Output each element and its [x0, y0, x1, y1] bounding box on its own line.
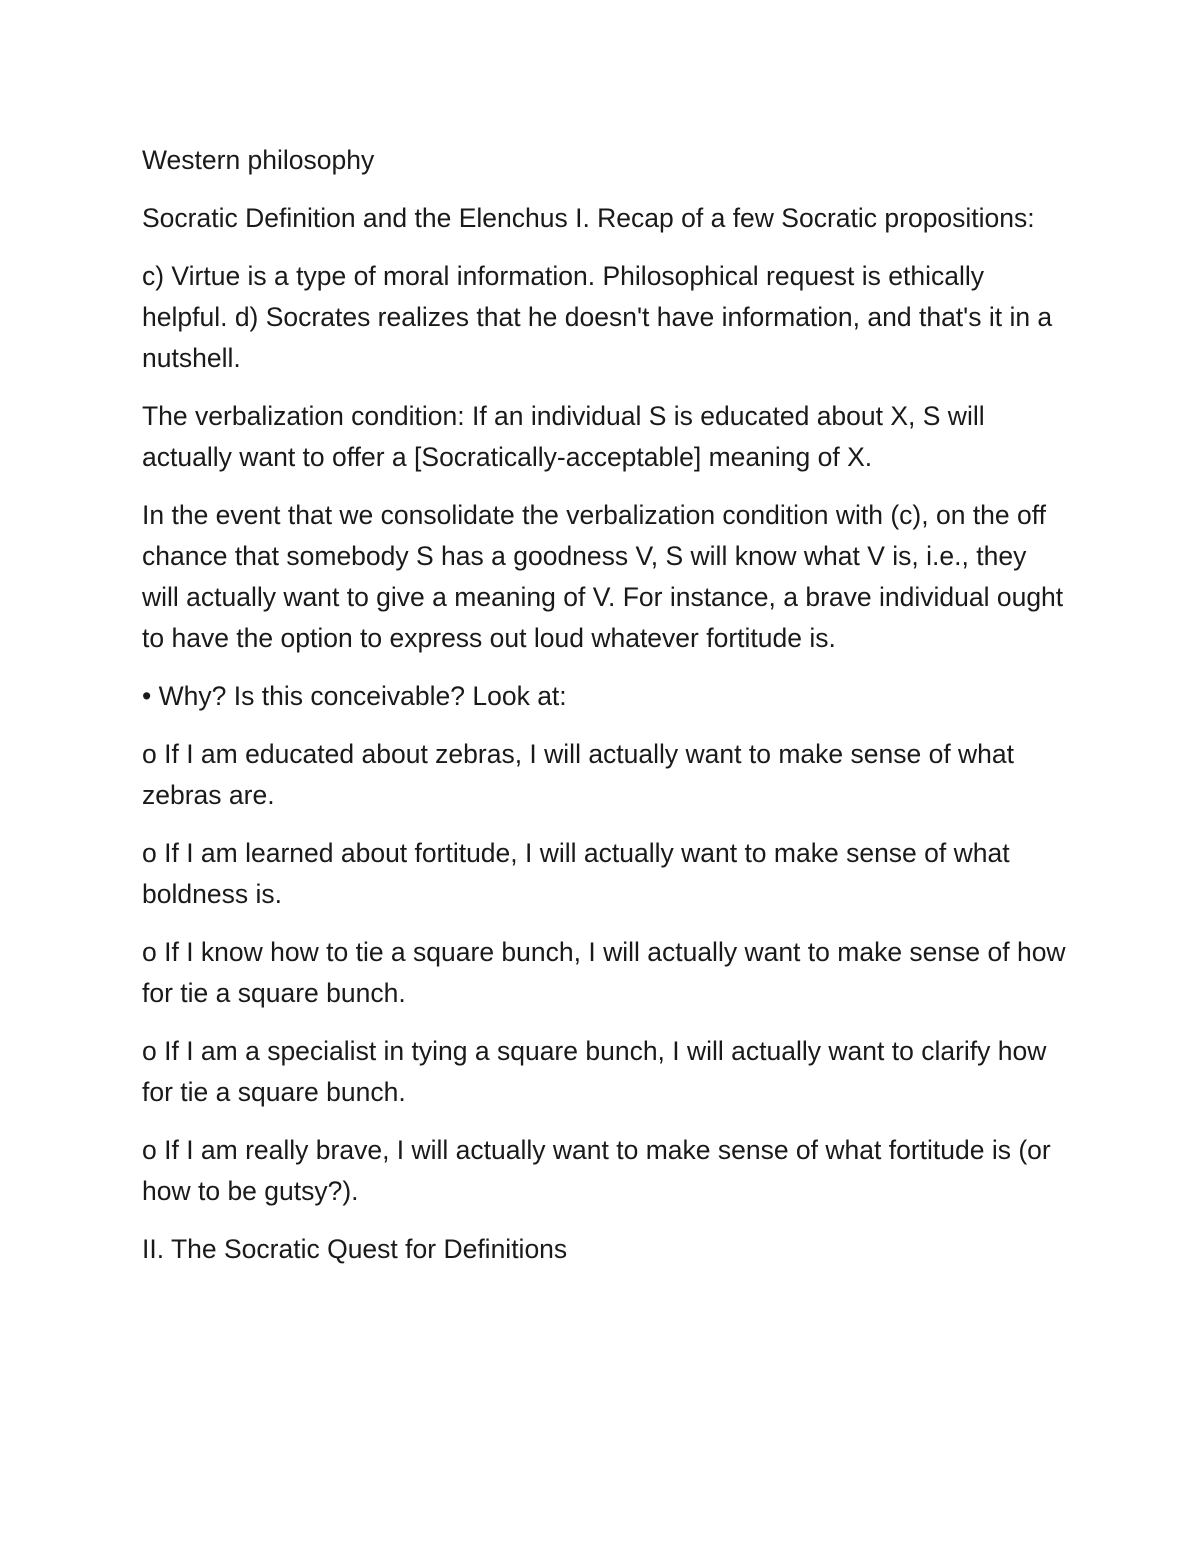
sub-bullet-item: o If I am learned about fortitude, I will actually want to make sense of what boldness is.: [142, 838, 1010, 909]
paragraph: c) Virtue is a type of moral information. Philosophical request is ethically helpful. d) Socrates realizes that he doesn't have information, and that's it in a nutshell.: [142, 261, 1053, 373]
paragraph: In the event that we consolidate the verbalization condition with (c), on the off chance that somebody S has a goodness V, S will know what V is, i.e., they will actually want to give a meaning of V. For instance, a brave individual ought to have the option to express out loud whatever fortitude is.: [142, 500, 1064, 653]
sub-bullet-item: o If I am educated about zebras, I will actually want to make sense of what zebras are.: [142, 739, 1015, 810]
sub-bullet-item: o If I know how to tie a square bunch, I will actually want to make sense of how for tie a square bunch.: [142, 937, 1066, 1008]
paragraph: The verbalization condition: If an individual S is educated about X, S will actually want to offer a [Socratically-acceptable] meaning of X.: [142, 401, 985, 472]
section-heading: II. The Socratic Quest for Definitions: [142, 1234, 568, 1264]
section-heading: Socratic Definition and the Elenchus I. Recap of a few Socratic propositions:: [142, 203, 1035, 233]
document-title: Western philosophy: [142, 145, 375, 175]
document-page: [142, 140, 1067, 1287]
sub-bullet-item: o If I am really brave, I will actually want to make sense of what fortitude is (or how to be gutsy?).: [142, 1135, 1051, 1206]
sub-bullet-item: o If I am a specialist in tying a square bunch, I will actually want to clarify how for tie a square bunch.: [142, 1036, 1047, 1107]
bullet-item: • Why? Is this conceivable? Look at:: [142, 681, 567, 711]
